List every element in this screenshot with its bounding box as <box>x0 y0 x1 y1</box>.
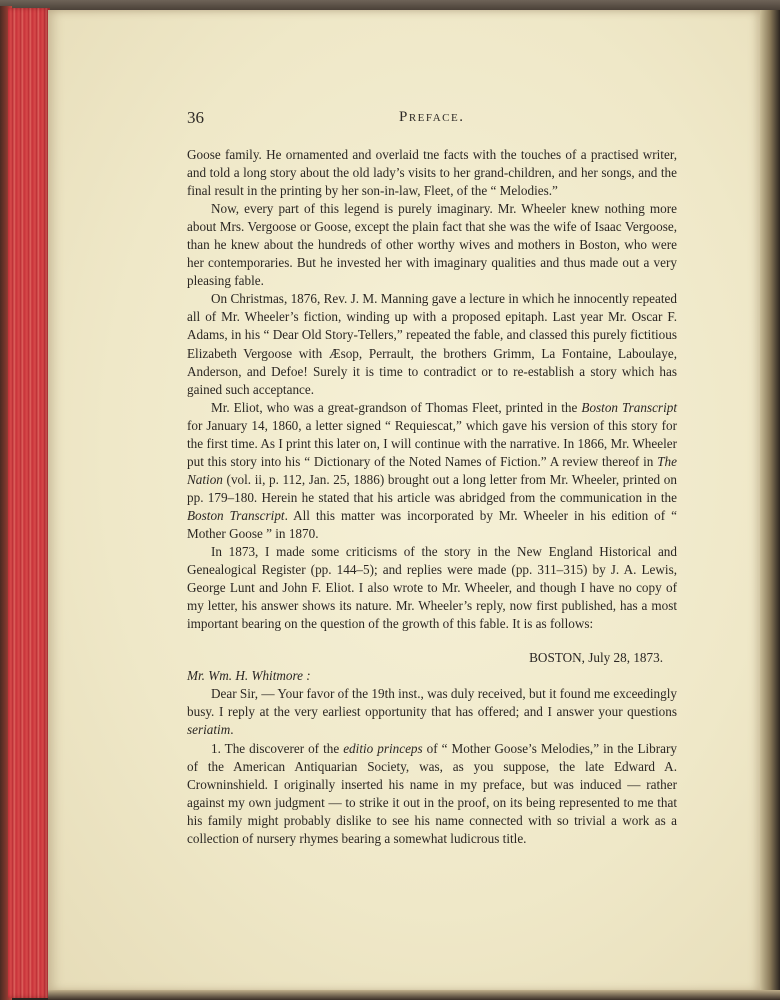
paragraph: On Christmas, 1876, Rev. J. M. Manning gave a lecture in which he innocently repeated all of Mr. Wheeler’s fiction, winding up with a proposed epitaph. Last year Mr. Oscar F. Adams, in his “ Dear Old Story-Tellers,” repeated the fable, and classed this purely fictitious Elizabeth Vergoose with Æsop, Perrault, the brothers Grimm, La Fontaine, Laboulaye, Anderson, and Defoe! Surely it is time to contradict or to re-establish a story which has gained such acceptance. <box>187 291 677 397</box>
letter-paragraph: 1. The discoverer of the editio princeps of “ Mother Goose’s Melodies,” in the Library of the American Antiquarian Society, was, as you suppose, the late Edward A. Crowninshield. I originally inserted his name in my preface, but was induced — rather against my own judgment — to strike it out in the proof, on its being represented to me that his family might probably dislike to see his name connected with so trivial a work as a collection of nursery rhymes bearing a somewhat ludicrous title. <box>187 740 678 846</box>
running-head: Preface. <box>399 109 465 125</box>
page-header <box>187 108 677 132</box>
book-bottom-edge <box>48 990 780 1000</box>
paragraph: In 1873, I made some criticisms of the story in the New England Historical and Genealogical Register (pp. 144–5); and replies were made (pp. 311–315) by J. A. Lewis, George Lunt and John F. Eliot. I also wrote to Mr. Wheeler, and though I have no copy of my letter, his answer shows its nature. Mr. Wheeler’s reply, now first published, has a most important bearing on the question of the growth of this fable. It is as follows: <box>187 544 677 632</box>
letter-salutation: Mr. Wm. H. Whitmore : <box>187 668 311 684</box>
page-number: 36 <box>187 108 204 127</box>
italic-title: The Nation <box>187 453 677 487</box>
red-page-edges <box>8 8 50 998</box>
paragraph: Goose family. He ornamented and overlaid tne facts with the touches of a practised writer, and told a long story about the old lady’s visits to her grand-children, and her songs, and the final result in the printing by her son-in-law, Fleet, of the “ Melodies.” <box>187 147 677 199</box>
letter-paragraph: Dear Sir, — Your favor of the 19th inst., was duly received, but it found me exceedingly busy. I reply at the very earliest opportunity that has offered; and I answer your questions seriatim. <box>187 686 677 738</box>
italic-title: Boston Transcript <box>187 507 285 523</box>
paragraph: Mr. Eliot, who was a great-grandson of Thomas Fleet, printed in the Boston Transcript for January 14, 1860, a letter signed “ Requiescat,” which gave his version of this story for the first time. As I print this later on, I will continue with the narrative. In 1866, Mr. Wheeler put this story into his “ Dictionary of the Noted Names of Fiction.” A review thereof in The Nation (vol. ii, p. 112, Jan. 25, 1886) brought out a long letter from Mr. Wheeler, printed on pp. 179–180. Herein he stated that his article was abridged from the communication in the Boston Transcript. All this matter was incorporated by Mr. Wheeler in his edition of “ Mother Goose ” in 1870. <box>187 399 677 541</box>
paragraph: Now, every part of this legend is purely imaginary. Mr. Wheeler knew nothing more about Mrs. Vergoose or Goose, except the plain fact that she was the wife of Isaac Vergoose, than he knew about the hundreds of other worthy wives and mothers in Boston, who were her contemporaries. But he invested her with imaginary qualities and thus made out a very pleasing fable. <box>187 201 677 289</box>
letter-date-line: BOSTON, July 28, 1873. <box>529 650 663 666</box>
italic-title: Boston Transcript <box>581 399 677 415</box>
body-text <box>187 146 677 848</box>
book-right-edge <box>760 10 780 1000</box>
